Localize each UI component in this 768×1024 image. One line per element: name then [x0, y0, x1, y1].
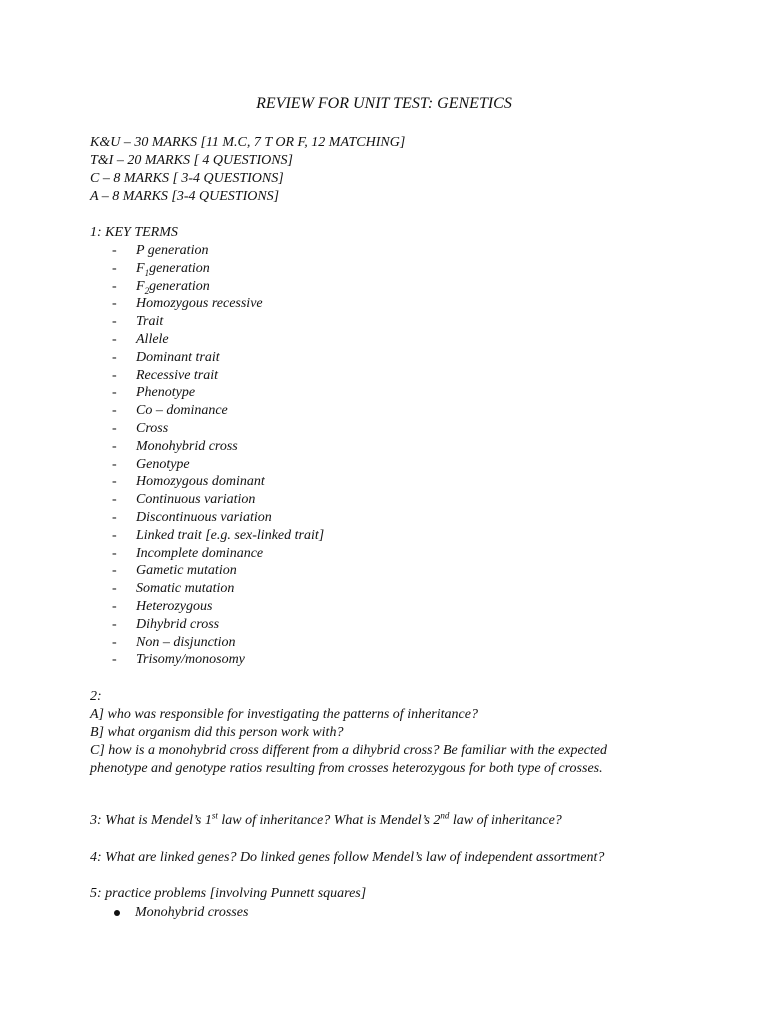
list-item [112, 384, 324, 402]
term-label: Genotype [136, 456, 190, 472]
practice-problems-list [114, 904, 248, 922]
question-5-heading: 5: practice problems [involving Punnett squares] [90, 886, 367, 901]
term-label: Heterozygous [136, 598, 213, 614]
question-4: 4: What are linked genes? Do linked genes follow Mendel’s law of independent assortment? [90, 850, 605, 865]
marks-line: K&U – 30 MARKS [11 M.C, 7 T OR F, 12 MATCHING] [90, 135, 406, 150]
term-label: Homozygous dominant [136, 474, 265, 490]
term-label: F [136, 260, 145, 276]
term-label: Non – disjunction [136, 634, 236, 650]
marks-breakdown [90, 134, 405, 206]
dash-marker: - [112, 616, 117, 632]
term-label: Monohybrid cross [136, 438, 238, 454]
list-item [112, 313, 324, 331]
term-subscript: 1 [144, 267, 150, 278]
question-2-heading: 2: [90, 689, 102, 704]
dash-marker: - [112, 420, 117, 436]
dash-marker: - [112, 243, 117, 258]
key-terms-heading: 1: KEY TERMS [90, 225, 178, 240]
list-item [112, 473, 324, 491]
term-label: Linked trait [e.g. sex-linked trait] [136, 527, 325, 543]
list-item [112, 260, 324, 278]
ordinal-suffix: nd [440, 810, 450, 821]
dash-marker: - [112, 545, 117, 561]
dash-marker: - [112, 349, 117, 365]
term-label: Somatic mutation [136, 581, 235, 597]
term-label: Homozygous recessive [136, 296, 263, 312]
dash-marker: - [112, 563, 117, 579]
dash-marker: - [112, 652, 117, 668]
dash-marker: - [112, 509, 117, 525]
list-item [112, 438, 324, 456]
question-3-text: 3: What is Mendel’s 1 [90, 813, 212, 828]
list-item [112, 367, 324, 385]
question-2c: C] how is a monohybrid cross different from a dihybrid cross? Be familiar with the expected phenotype and genotype ratios resulting from crosses heterozygous for both type of crosses. [90, 743, 608, 776]
list-item [112, 562, 324, 580]
dash-marker: - [112, 456, 117, 472]
term-label: F [136, 278, 145, 294]
list-item [112, 509, 324, 527]
list-item [112, 527, 324, 545]
list-item [112, 634, 324, 652]
term-label: Allele [136, 331, 169, 347]
list-item [112, 456, 324, 474]
dash-marker: - [112, 581, 117, 597]
ordinal-suffix: st [211, 810, 218, 821]
marks-line: T&I – 20 MARKS [ 4 QUESTIONS] [90, 153, 294, 168]
dash-marker: - [112, 492, 117, 508]
term-label: Continuous variation [136, 492, 256, 508]
term-label: Cross [136, 420, 169, 436]
term-label: Phenotype [136, 385, 196, 401]
list-item [112, 491, 324, 509]
term-label: Trait [136, 314, 164, 330]
key-terms-list [112, 242, 324, 669]
question-2a: A] who was responsible for investigating the patterns of inheritance? [90, 707, 478, 722]
term-label: Co – dominance [136, 403, 228, 419]
list-item [112, 598, 324, 616]
dash-marker: - [112, 314, 117, 330]
dash-marker: - [112, 598, 117, 614]
dash-marker: - [112, 634, 117, 650]
list-item [112, 580, 324, 598]
term-label: Trisomy/monosomy [136, 652, 245, 668]
dash-marker: - [112, 527, 117, 543]
term-subscript: 2 [144, 285, 150, 296]
question-3-text: law of inheritance? [449, 813, 562, 828]
question-3 [90, 812, 562, 830]
term-label: P generation [136, 243, 209, 258]
dash-marker: - [112, 296, 117, 312]
list-item [112, 295, 324, 313]
list-item [112, 616, 324, 634]
dash-marker: - [112, 331, 117, 347]
term-label: Incomplete dominance [136, 545, 264, 561]
question-3-text: law of inheritance? What is Mendel’s 2 [217, 813, 441, 828]
dash-marker: - [112, 403, 117, 419]
marks-line: A – 8 MARKS [3-4 QUESTIONS] [90, 189, 280, 204]
bullet-icon [114, 910, 120, 916]
dash-marker: - [112, 474, 117, 490]
list-item [112, 242, 324, 260]
list-item [112, 278, 324, 296]
dash-marker: - [112, 438, 117, 454]
term-label-rest: generation [149, 260, 210, 276]
list-item [112, 420, 324, 438]
list-item [112, 651, 324, 669]
bullet-label: Monohybrid crosses [135, 905, 249, 920]
list-item [112, 349, 324, 367]
term-label: Recessive trait [136, 367, 219, 383]
term-label: Dihybrid cross [136, 616, 220, 632]
dash-marker: - [112, 367, 117, 383]
marks-line: C – 8 MARKS [ 3-4 QUESTIONS] [90, 171, 284, 186]
question-2 [90, 688, 660, 778]
term-label-rest: generation [149, 278, 210, 294]
dash-marker: - [112, 385, 117, 401]
list-item [112, 331, 324, 349]
question-2b: B] what organism did this person work with? [90, 725, 344, 740]
list-item [112, 402, 324, 420]
dash-marker: - [112, 278, 117, 294]
dash-marker: - [112, 260, 117, 276]
list-item [114, 904, 248, 922]
term-label: Dominant trait [136, 349, 220, 365]
term-label: Discontinuous variation [136, 509, 272, 525]
document-title: REVIEW FOR UNIT TEST: GENETICS [256, 95, 512, 112]
list-item [112, 545, 324, 563]
term-label: Gametic mutation [136, 563, 237, 579]
